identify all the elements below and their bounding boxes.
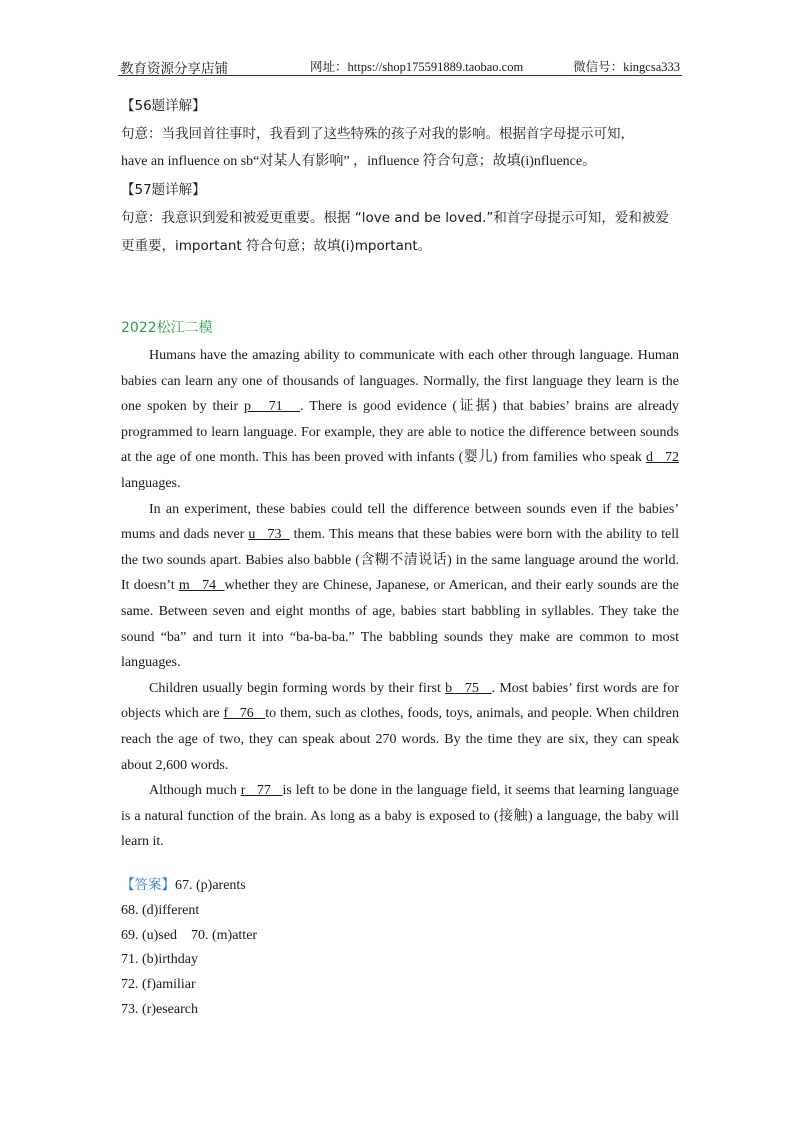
passage-paragraph: Although much r 77 is left to be done in the language field, it seems that learning language is a natural function of the brain. As long as a baby is exposed to (接触) a language, the baby will learn it. [121, 783, 679, 850]
passage-paragraph: Humans have the amazing ability to communicate with each other through language. Human babies can learn any one of thousands of languages. Normally, the first language they learn is the one spoken by their p 71 . There is good evidence (证据) that babies’ brains are already programmed to learn language. For example, they are able to notice the difference between sounds at the age of one month. This has been proved with infants (婴儿) from families who speak d 72 languages. [121, 348, 680, 491]
answer-line: 【答案】67. (p)arents [121, 877, 246, 893]
header-url[interactable]: 网址：https://shop175591889.taobao.com [310, 60, 524, 74]
explanation-57-line: 句意：我意识到爱和被爱更重要。根据 “love and be loved.”和首字母提示可知，爱和被爱 [121, 210, 669, 226]
answer-label: 【答案】 [121, 877, 175, 893]
answer-key [121, 873, 257, 1023]
answer-blank: m 74 [178, 578, 225, 594]
explanation-57-title: 【57题详解】 [121, 182, 206, 198]
answer-line: 69. (u)sed 70. (m)atter [121, 927, 258, 943]
answer-blank: f 76 [223, 706, 266, 722]
answer-blank: p 71 [243, 399, 301, 415]
explanation-56-line: 句意：当我回首往事时，我看到了这些特殊的孩子对我的影响。根据首字母提示可知， [121, 126, 634, 142]
header-shop-name: 教育资源分享店铺 [120, 61, 228, 77]
passage-paragraph: Children usually begin forming words by their first b 75 . Most babies’ first words are for objects which are f 76 to them, such as clothes, foods, toys, animals, and people. When children reach the age of two, they can speak about 270 words. By the time they are six, they can speak about 2,600 words. [121, 680, 679, 773]
answer-line: 73. (r)esearch [121, 1001, 198, 1017]
answer-blank: r 77 [240, 783, 283, 799]
answer-blank: d 72 [645, 450, 680, 466]
answer-blank: u 73 [248, 527, 290, 543]
page-header [118, 55, 682, 76]
explanation-56-line: have an influence on sb“对某人有影响” ，influence 符合句意；故填(i)nfluence。 [121, 154, 597, 169]
explanation-56-title: 【56题详解】 [121, 98, 206, 114]
passage-paragraph: In an experiment, these babies could tell the difference between sounds even if the babies’ mums and dads never u 73 them. This means that these babies were born with the ability to tell the two sounds apart. Babies also babble (含糊不清说话) in the same language around the world. It doesn’t m 74 whether they are Chinese, Japanese, or American, and their early sounds are the same. Between seven and eight months of age, babies start babbling in syllables. They take the sound “ba” and turn it into “ba-ba-ba.” The babbling sounds they make are common to most languages. [121, 501, 680, 671]
section-title: 2022松江二模 [121, 320, 213, 336]
answer-line: 68. (d)ifferent [121, 902, 200, 918]
reading-passage [121, 343, 679, 855]
answer-line: 72. (f)amiliar [121, 977, 196, 993]
explanation-57-line: 更重要，important 符合句意；故填(i)mportant。 [121, 238, 432, 254]
answer-blank: b 75 [445, 680, 492, 696]
header-wechat: 微信号：kingcsa333 [573, 60, 680, 74]
answer-line: 71. (b)irthday [121, 952, 198, 968]
